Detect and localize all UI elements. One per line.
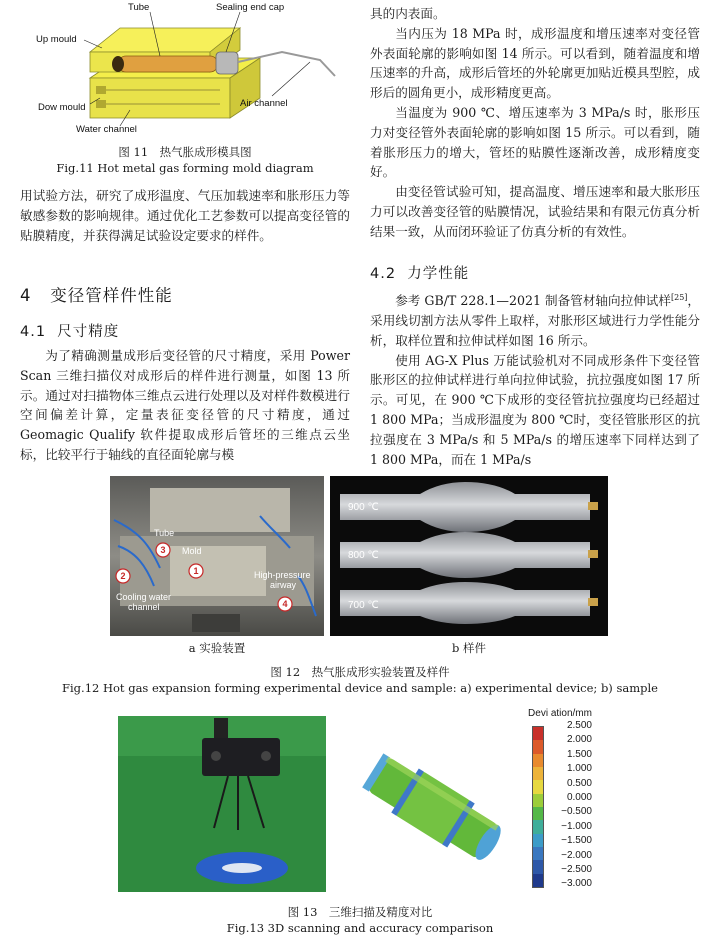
section-4-number: 4 xyxy=(20,286,32,305)
fig13-caption xyxy=(20,904,700,936)
left-paragraph-1: 用试验方法，研究了成形温度、气压加载速率和胀形压力等敏感参数的影响规律。通过优化工艺参数可以提高变径管的贴膜精度，并获得满足试验设定要求的样件。 xyxy=(20,188,350,243)
photo-label-high-pressure: High-pressure xyxy=(254,570,311,580)
fig11-caption xyxy=(20,144,350,176)
fig12-caption xyxy=(20,664,700,696)
photo-label-cooling-water: Cooling water xyxy=(116,592,172,602)
fig13-caption-en: Fig.13 3D scanning and accuracy comparison xyxy=(226,921,494,935)
legend-tick-label: 2.000 xyxy=(566,734,592,746)
right-paragraph-0: 具的内表面。 xyxy=(370,6,446,21)
section-4-2-heading xyxy=(370,262,469,283)
legend-title: Devi ation/mm xyxy=(528,708,592,719)
marker-1: 1 xyxy=(193,566,199,576)
marker-4: 4 xyxy=(282,599,288,609)
photo-label-tube: Tube xyxy=(154,528,175,538)
fig13-caption-cn: 图 13 三维扫描及精度对比 xyxy=(287,905,433,919)
sample-label-700: 700 ℃ xyxy=(348,600,379,611)
legend-swatch xyxy=(533,874,543,887)
legend-tick-label: 1.500 xyxy=(566,748,592,760)
label-up-mould: Up mould xyxy=(36,34,77,45)
legend-swatch xyxy=(533,727,543,740)
legend-swatch xyxy=(533,820,543,833)
fig11-caption-en: Fig.11 Hot metal gas forming mold diagram xyxy=(56,161,314,175)
sample-label-900: 900 ℃ xyxy=(348,502,379,513)
right-paragraph-5: 使用 AG-X Plus 万能试验机对不同成形条件下变径管胀形区的拉伸试样进行单向拉伸试验，抗拉强度如图 17 所示。可见，在 900 ℃下成形的变径管抗拉强度均已经超过 1 800 MPa；当成形温度为 800 ℃时，变径管胀形区的抗拉强度在 3 MPa/s 和 5 MPa/s 的增压速率下同样达到了 1 800 MPa，而在 1 MPa/s xyxy=(370,352,700,467)
right-paragraph-2: 当温度为 900 ℃、增压速率为 3 MPa/s 时，胀形压力对变径管外表面轮廓的影响如图 15 所示。可以看到，随着胀形压力的增大，管坯的贴膜性逐渐改善，成形精度变好。 xyxy=(370,104,700,180)
sample-label-800: 800 ℃ xyxy=(348,550,379,561)
right-column-2 xyxy=(370,288,700,469)
label-sealing-end-cap: Sealing end cap xyxy=(216,2,285,13)
legend-swatch xyxy=(533,780,543,793)
fig13-scanner-photo xyxy=(118,716,326,892)
legend-swatch xyxy=(533,740,543,753)
legend-tick-label: −2.000 xyxy=(561,849,592,861)
label-air-channel: Air channel xyxy=(240,98,288,109)
legend-tick-label: 1.000 xyxy=(566,763,592,775)
legend-swatch xyxy=(533,794,543,807)
photo-label-channel: channel xyxy=(128,602,160,612)
label-dow-mould: Dow mould xyxy=(38,102,86,113)
legend-tick-label: 0.500 xyxy=(566,777,592,789)
label-tube: Tube xyxy=(128,2,150,13)
legend-tick-label: 2.500 xyxy=(566,720,592,731)
right-column xyxy=(370,4,700,242)
legend-tick-label: −0.500 xyxy=(561,806,592,818)
legend-tick-label: −1.000 xyxy=(561,820,592,832)
citation-25: [25] xyxy=(670,293,688,302)
legend-swatch xyxy=(533,807,543,820)
fig12-sub-b: b 样件 xyxy=(451,641,487,655)
fig12-caption-cn: 图 12 热气胀成形实验装置及样件 xyxy=(270,665,450,679)
fig12a-photo xyxy=(110,476,324,636)
section-4-1-heading xyxy=(20,320,119,341)
right-paragraph-4: 参考 GB/T 228.1—2021 制备管材轴向拉伸试样[25]，采用线切割方法从零件上取样，对胀形区域进行力学性能分析，取样位置和拉伸试样如图 16 所示。 xyxy=(370,293,700,348)
marker-2: 2 xyxy=(120,571,126,581)
fig12-sub-a: a 实验装置 xyxy=(188,641,246,655)
fig12b-photo xyxy=(330,476,608,636)
fig13-deviation-model xyxy=(348,716,518,892)
section-4-title: 变径管样件性能 xyxy=(50,286,173,305)
fig11-diagram xyxy=(20,0,350,140)
legend-swatch xyxy=(533,847,543,860)
label-water-channel: Water channel xyxy=(76,124,137,135)
section-4-heading xyxy=(20,282,173,306)
fig11-caption-cn: 图 11 热气胀成形模具图 xyxy=(118,145,252,159)
legend-tick-label: −2.500 xyxy=(561,864,592,875)
section-4-1-number: 4.1 xyxy=(20,324,47,340)
legend-swatch xyxy=(533,767,543,780)
section-4-2-title: 力学性能 xyxy=(407,266,470,282)
legend-swatch xyxy=(533,860,543,873)
section-4-2-number: 4.2 xyxy=(370,266,397,282)
right-paragraph-3: 由变径管试验可知，提高温度、增压速率和最大胀形压力可以改善变径管的贴膜情况，试验结果和有限元仿真分析结果一致，从而闭环验证了仿真分析的有效性。 xyxy=(370,184,700,239)
photo-label-airway: airway xyxy=(270,580,297,590)
legend-swatch xyxy=(533,834,543,847)
fig13-legend xyxy=(528,708,608,892)
legend-tick-label: −1.500 xyxy=(561,835,592,847)
legend-tick-label: −3.000 xyxy=(561,878,592,890)
section-4-1-title: 尺寸精度 xyxy=(57,324,120,340)
legend-swatch xyxy=(533,754,543,767)
legend-colorbar xyxy=(532,726,544,888)
photo-label-mold: Mold xyxy=(182,546,202,556)
marker-3: 3 xyxy=(160,545,166,555)
fig12-caption-en: Fig.12 Hot gas expansion forming experimental device and sample: a) experimental device; b) sample xyxy=(62,681,658,695)
right-paragraph-1: 当内压为 18 MPa 时，成形温度和增压速率对变径管外表面轮廓的影响如图 14 所示。可以看到，随着温度和增压速率的升高，成形后管坯的外轮廓更加贴近模具型腔，成形后的圆角更小，成形精度更高。 xyxy=(370,25,700,101)
legend-tick-label: 0.000 xyxy=(566,792,592,803)
left-paragraph-2: 为了精确测量成形后变径管的尺寸精度，采用 Power Scan 三维扫描仪对成形后的样件进行测量，如图 13 所示。通过对扫描物体三维点云进行处理以及对样件数模进行空间偏差计算，定量表征变径管的尺寸精度，通过 Geomagic Qualify 软件提取成形后管坯的三维点云坐标，比较平行于轴线的直径面轮廓与模 xyxy=(20,348,350,462)
